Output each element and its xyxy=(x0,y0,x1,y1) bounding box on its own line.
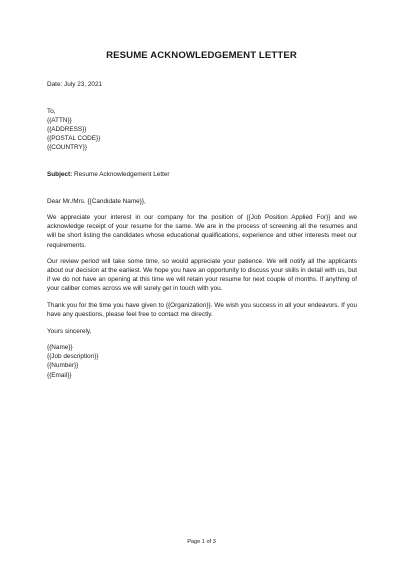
page-number: Page 1 of 3 xyxy=(187,539,216,545)
letter-title: RESUME ACKNOWLEDGEMENT LETTER xyxy=(106,50,297,61)
letter-date: Date: July 23, 2021 xyxy=(47,81,103,88)
salutation: Dear Mr./Mrs. {{Candidate Name}}, xyxy=(47,197,146,205)
paragraph-interest: We appreciate your interest in our company for the position of {{Job Position Applied For}} and we acknowledge receipt of your resume for the same. We are in the process of screening all the resumes and will be short listing the candidates whose educational qualifications, experience and other interests meet our requirements. xyxy=(47,214,357,249)
closing: Yours sincerely, xyxy=(47,327,92,335)
subject-text: Resume Acknowledgement Letter xyxy=(72,170,170,178)
recipient-postal-code: {{POSTAL CODE}} xyxy=(47,135,101,143)
letter-body xyxy=(47,80,357,380)
recipient-address: {{ADDRESS}} xyxy=(47,126,87,134)
recipient-block xyxy=(47,107,357,152)
recipient-to: To, xyxy=(47,108,56,116)
subject-line xyxy=(47,170,357,179)
recipient-country: {{COUNTRY}} xyxy=(47,144,88,152)
paragraph-thanks: Thank you for the time you have given to {{Organization}}. We wish you success in all your endeavors. If you have any questions, please feel free to contact me directly. xyxy=(47,302,357,319)
signature-name: {{Name}} xyxy=(47,344,73,352)
paragraph-review: Our review period will take some time, so would appreciate your patience. We will notify all the applicants about our decision at the earliest. We hope you have an opportunity to discuss your skills in detail with us, but if we do not have an opening at this time we will retain your resume for next couple of months. If anything of your caliber comes across we will surely get in touch with you. xyxy=(47,258,357,293)
signature-job-description: {{Job description}} xyxy=(47,353,99,361)
signature-number: {{Number}} xyxy=(47,362,79,370)
signature-block xyxy=(47,343,357,379)
subject-label: Subject: xyxy=(47,170,73,178)
signature-email: {{Email}} xyxy=(47,371,72,379)
recipient-attn: {{ATTN}} xyxy=(47,117,72,125)
